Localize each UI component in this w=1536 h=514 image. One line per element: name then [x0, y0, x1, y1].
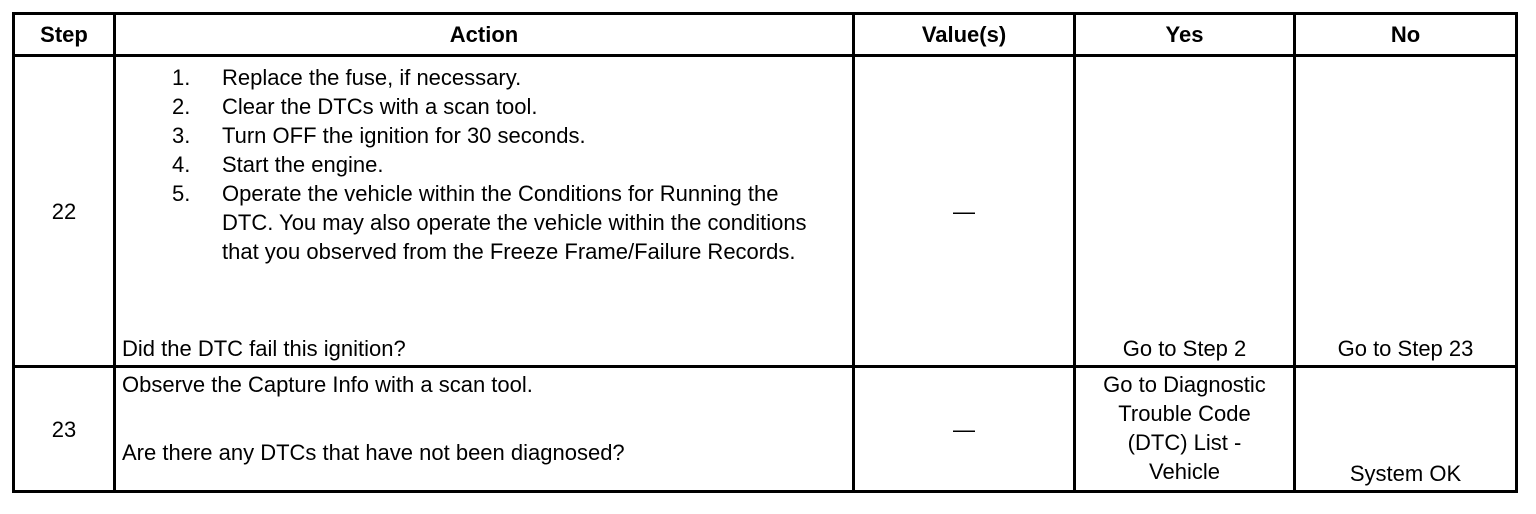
step-number: 23 [14, 367, 115, 492]
action-step-text: Turn OFF the ignition for 30 seconds. [222, 123, 586, 148]
header-row [14, 14, 1517, 56]
action-step [122, 121, 846, 150]
values-cell: — [854, 367, 1075, 492]
header-action: Action [115, 14, 854, 56]
action-step [122, 150, 846, 179]
no-cell [1295, 56, 1517, 367]
action-step-number: 2. [172, 94, 191, 119]
step-number: 22 [14, 56, 115, 367]
yes-link-line: Go to Diagnostic [1103, 372, 1266, 397]
values-cell: — [854, 56, 1075, 367]
yes-cell [1075, 367, 1295, 492]
action-step-number: 1. [172, 65, 191, 90]
action-step [122, 63, 846, 92]
action-step-text: Clear the DTCs with a scan tool. [222, 94, 538, 119]
yes-cell [1075, 56, 1295, 367]
action-step-number: 5. [172, 181, 191, 206]
action-cell [115, 56, 854, 367]
header-values: Value(s) [854, 14, 1075, 56]
action-question: Are there any DTCs that have not been diagnosed? [122, 440, 625, 465]
header-yes: Yes [1075, 14, 1295, 56]
no-link[interactable]: Go to Step 23 [1337, 336, 1474, 361]
yes-link[interactable] [1076, 370, 1293, 486]
action-step-text: Start the engine. [222, 152, 384, 177]
header-no: No [1295, 14, 1517, 56]
table-row-step-22 [14, 56, 1517, 367]
diagnostic-table [12, 12, 1518, 493]
yes-link-line: Trouble Code [1118, 401, 1251, 426]
header-step: Step [14, 14, 115, 56]
yes-link-line: (DTC) List - [1127, 430, 1242, 455]
action-instruction: Observe the Capture Info with a scan tool. [122, 372, 533, 397]
action-step [122, 179, 846, 266]
action-step-number: 3. [172, 123, 191, 148]
no-result: System OK [1349, 461, 1462, 486]
yes-link[interactable]: Go to Step 2 [1122, 336, 1247, 361]
table-row-step-23 [14, 367, 1517, 492]
yes-link-line: Vehicle [1149, 459, 1220, 484]
action-cell [115, 367, 854, 492]
action-step-text: Replace the fuse, if necessary. [222, 65, 522, 90]
action-step [122, 92, 846, 121]
no-cell [1295, 367, 1517, 492]
action-step-number: 4. [172, 152, 191, 177]
action-question: Did the DTC fail this ignition? [122, 336, 406, 361]
action-steps-list [122, 63, 846, 266]
action-step-text: Operate the vehicle within the Conditions for Running the DTC. You may also operate the vehicle within the conditions that you observed from the Freeze Frame/Failure Records. [222, 181, 807, 264]
